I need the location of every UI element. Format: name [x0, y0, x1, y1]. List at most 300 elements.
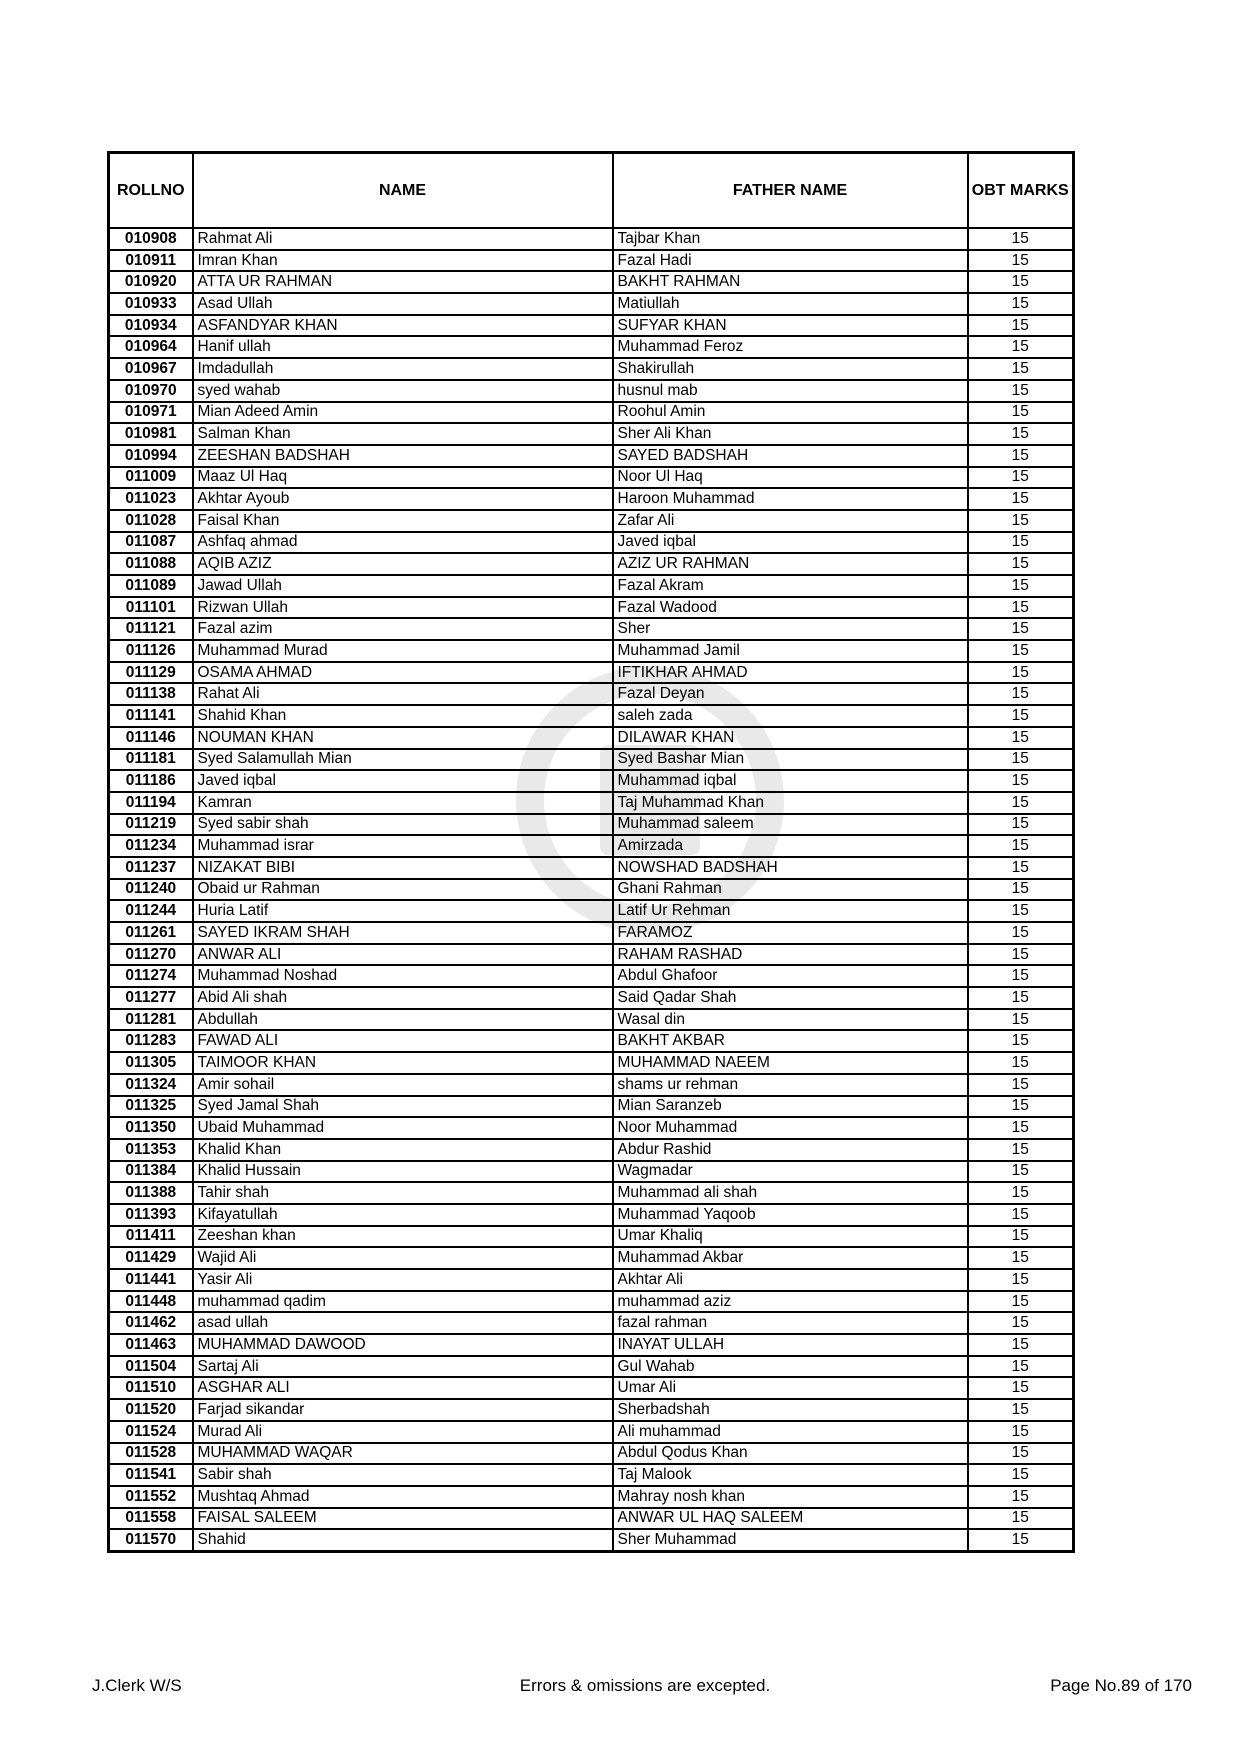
table-row	[109, 402, 1074, 424]
marks-cell: 15	[968, 770, 1074, 792]
father-name-cell: SUFYAR KHAN	[613, 315, 968, 337]
marks-cell: 15	[968, 857, 1074, 879]
marks-cell: 15	[968, 575, 1074, 597]
table-row	[109, 467, 1074, 489]
roll-number-cell: 010920	[109, 271, 193, 293]
father-name-cell: Ghani Rahman	[613, 879, 968, 901]
father-name-cell: BAKHT AKBAR	[613, 1030, 968, 1052]
marks-cell: 15	[968, 1269, 1074, 1291]
marks-cell: 15	[968, 1443, 1074, 1465]
table-row	[109, 1312, 1074, 1334]
name-cell: asad ullah	[193, 1312, 613, 1334]
table-row	[109, 1486, 1074, 1508]
roll-number-cell: 011181	[109, 749, 193, 771]
father-name-cell: Amirzada	[613, 835, 968, 857]
name-cell: Faisal Khan	[193, 510, 613, 532]
name-cell: Asad Ullah	[193, 293, 613, 315]
father-name-cell: INAYAT ULLAH	[613, 1334, 968, 1356]
roll-number-cell: 011570	[109, 1529, 193, 1551]
name-cell: Muhammad Noshad	[193, 965, 613, 987]
table-row	[109, 228, 1074, 250]
father-name-cell: Noor Ul Haq	[613, 467, 968, 489]
name-cell: Khalid Khan	[193, 1139, 613, 1161]
table-row	[109, 1247, 1074, 1269]
name-cell: FAWAD ALI	[193, 1030, 613, 1052]
table-row	[109, 1030, 1074, 1052]
roll-number-cell: 011324	[109, 1074, 193, 1096]
marks-cell: 15	[968, 965, 1074, 987]
name-cell: ZEESHAN BADSHAH	[193, 445, 613, 467]
name-cell: Sartaj Ali	[193, 1356, 613, 1378]
table-row	[109, 575, 1074, 597]
marks-cell: 15	[968, 445, 1074, 467]
marks-cell: 15	[968, 553, 1074, 575]
father-name-cell: Gul Wahab	[613, 1356, 968, 1378]
marks-cell: 15	[968, 532, 1074, 554]
name-cell: Kamran	[193, 792, 613, 814]
table-row	[109, 1399, 1074, 1421]
results-table	[107, 151, 1075, 1553]
table-row	[109, 792, 1074, 814]
roll-number-cell: 011089	[109, 575, 193, 597]
name-cell: Khalid Hussain	[193, 1161, 613, 1183]
marks-cell: 15	[968, 683, 1074, 705]
marks-cell: 15	[968, 987, 1074, 1009]
roll-number-cell: 011411	[109, 1226, 193, 1248]
father-name-cell: Fazal Akram	[613, 575, 968, 597]
footer-clerk: J.Clerk W/S	[92, 1676, 182, 1695]
table-row	[109, 987, 1074, 1009]
marks-cell: 15	[968, 1139, 1074, 1161]
name-cell: Obaid ur Rahman	[193, 879, 613, 901]
marks-cell: 15	[968, 640, 1074, 662]
table-row	[109, 683, 1074, 705]
father-name-cell: Javed iqbal	[613, 532, 968, 554]
roll-number-cell: 011558	[109, 1508, 193, 1530]
roll-number-cell: 010981	[109, 423, 193, 445]
roll-number-cell: 011388	[109, 1182, 193, 1204]
roll-number-cell: 011384	[109, 1161, 193, 1183]
marks-cell: 15	[968, 944, 1074, 966]
table-row	[109, 1443, 1074, 1465]
roll-number-cell: 010908	[109, 228, 193, 250]
father-name-cell: Shakirullah	[613, 358, 968, 380]
name-cell: Shahid Khan	[193, 705, 613, 727]
marks-cell: 15	[968, 1356, 1074, 1378]
marks-cell: 15	[968, 1009, 1074, 1031]
marks-cell: 15	[968, 1074, 1074, 1096]
roll-number-cell: 011141	[109, 705, 193, 727]
name-cell: Mian Adeed Amin	[193, 402, 613, 424]
table-row	[109, 553, 1074, 575]
father-name-cell: ANWAR UL HAQ SALEEM	[613, 1508, 968, 1530]
roll-number-cell: 011261	[109, 922, 193, 944]
marks-cell: 15	[968, 705, 1074, 727]
roll-number-cell: 010933	[109, 293, 193, 315]
name-cell: FAISAL SALEEM	[193, 1508, 613, 1530]
father-name-cell: Wagmadar	[613, 1161, 968, 1183]
father-name-cell: Wasal din	[613, 1009, 968, 1031]
name-cell: Hanif ullah	[193, 336, 613, 358]
marks-cell: 15	[968, 814, 1074, 836]
father-name-cell: Muhammad Feroz	[613, 336, 968, 358]
marks-cell: 15	[968, 250, 1074, 272]
table-row	[109, 944, 1074, 966]
header-obt-marks: OBT MARKS	[968, 153, 1074, 229]
marks-cell: 15	[968, 1312, 1074, 1334]
father-name-cell: Taj Malook	[613, 1464, 968, 1486]
table-row	[109, 293, 1074, 315]
father-name-cell: AZIZ UR RAHMAN	[613, 553, 968, 575]
roll-number-cell: 011023	[109, 488, 193, 510]
father-name-cell: Said Qadar Shah	[613, 987, 968, 1009]
name-cell: syed wahab	[193, 380, 613, 402]
marks-cell: 15	[968, 597, 1074, 619]
table-row	[109, 532, 1074, 554]
roll-number-cell: 011277	[109, 987, 193, 1009]
roll-number-cell: 011240	[109, 879, 193, 901]
father-name-cell: muhammad aziz	[613, 1291, 968, 1313]
table-row	[109, 1334, 1074, 1356]
father-name-cell: Tajbar Khan	[613, 228, 968, 250]
father-name-cell: Mian Saranzeb	[613, 1096, 968, 1118]
marks-cell: 15	[968, 1421, 1074, 1443]
table-row	[109, 640, 1074, 662]
father-name-cell: Akhtar Ali	[613, 1269, 968, 1291]
marks-cell: 15	[968, 879, 1074, 901]
father-name-cell: IFTIKHAR AHMAD	[613, 662, 968, 684]
name-cell: Huria Latif	[193, 900, 613, 922]
table-row	[109, 879, 1074, 901]
marks-cell: 15	[968, 402, 1074, 424]
roll-number-cell: 010967	[109, 358, 193, 380]
table-row	[109, 1269, 1074, 1291]
roll-number-cell: 011504	[109, 1356, 193, 1378]
name-cell: muhammad qadim	[193, 1291, 613, 1313]
roll-number-cell: 011126	[109, 640, 193, 662]
father-name-cell: Muhammad ali shah	[613, 1182, 968, 1204]
father-name-cell: RAHAM RASHAD	[613, 944, 968, 966]
father-name-cell: shams ur rehman	[613, 1074, 968, 1096]
roll-number-cell: 010970	[109, 380, 193, 402]
marks-cell: 15	[968, 1377, 1074, 1399]
roll-number-cell: 011441	[109, 1269, 193, 1291]
table-row	[109, 597, 1074, 619]
name-cell: Rizwan Ullah	[193, 597, 613, 619]
table-row	[109, 705, 1074, 727]
table-row	[109, 358, 1074, 380]
father-name-cell: BAKHT RAHMAN	[613, 271, 968, 293]
father-name-cell: Sher Muhammad	[613, 1529, 968, 1551]
father-name-cell: DILAWAR KHAN	[613, 727, 968, 749]
roll-number-cell: 011088	[109, 553, 193, 575]
table-row	[109, 965, 1074, 987]
roll-number-cell: 011121	[109, 618, 193, 640]
name-cell: Muhammad Murad	[193, 640, 613, 662]
father-name-cell: Muhammad iqbal	[613, 770, 968, 792]
roll-number-cell: 011448	[109, 1291, 193, 1313]
table-row	[109, 423, 1074, 445]
roll-number-cell: 011520	[109, 1399, 193, 1421]
table-row	[109, 488, 1074, 510]
roll-number-cell: 011270	[109, 944, 193, 966]
name-cell: OSAMA AHMAD	[193, 662, 613, 684]
name-cell: Abdullah	[193, 1009, 613, 1031]
name-cell: Imran Khan	[193, 250, 613, 272]
marks-cell: 15	[968, 1508, 1074, 1530]
father-name-cell: Muhammad Jamil	[613, 640, 968, 662]
table-row	[109, 1377, 1074, 1399]
father-name-cell: husnul mab	[613, 380, 968, 402]
marks-cell: 15	[968, 1334, 1074, 1356]
header-rollno: ROLLNO	[109, 153, 193, 229]
name-cell: SAYED IKRAM SHAH	[193, 922, 613, 944]
marks-cell: 15	[968, 358, 1074, 380]
table-row	[109, 1052, 1074, 1074]
roll-number-cell: 011146	[109, 727, 193, 749]
father-name-cell: Abdul Ghafoor	[613, 965, 968, 987]
father-name-cell: Ali muhammad	[613, 1421, 968, 1443]
header-name: NAME	[193, 153, 613, 229]
marks-cell: 15	[968, 467, 1074, 489]
name-cell: Salman Khan	[193, 423, 613, 445]
roll-number-cell: 011009	[109, 467, 193, 489]
name-cell: Wajid Ali	[193, 1247, 613, 1269]
marks-cell: 15	[968, 749, 1074, 771]
marks-cell: 15	[968, 271, 1074, 293]
roll-number-cell: 011244	[109, 900, 193, 922]
name-cell: Imdadullah	[193, 358, 613, 380]
name-cell: ANWAR ALI	[193, 944, 613, 966]
name-cell: Ubaid Muhammad	[193, 1117, 613, 1139]
father-name-cell: saleh zada	[613, 705, 968, 727]
roll-number-cell: 011138	[109, 683, 193, 705]
father-name-cell: FARAMOZ	[613, 922, 968, 944]
table-row	[109, 1291, 1074, 1313]
father-name-cell: fazal rahman	[613, 1312, 968, 1334]
roll-number-cell: 011393	[109, 1204, 193, 1226]
marks-cell: 15	[968, 315, 1074, 337]
father-name-cell: Muhammad Akbar	[613, 1247, 968, 1269]
table-row	[109, 1182, 1074, 1204]
marks-cell: 15	[968, 423, 1074, 445]
table-row	[109, 662, 1074, 684]
roll-number-cell: 011194	[109, 792, 193, 814]
table-row	[109, 814, 1074, 836]
marks-cell: 15	[968, 1399, 1074, 1421]
table-row	[109, 900, 1074, 922]
name-cell: NOUMAN KHAN	[193, 727, 613, 749]
marks-cell: 15	[968, 1161, 1074, 1183]
table-row	[109, 1421, 1074, 1443]
table-row	[109, 250, 1074, 272]
father-name-cell: Zafar Ali	[613, 510, 968, 532]
marks-cell: 15	[968, 1464, 1074, 1486]
marks-cell: 15	[968, 727, 1074, 749]
table-row	[109, 315, 1074, 337]
father-name-cell: Syed Bashar Mian	[613, 749, 968, 771]
roll-number-cell: 011552	[109, 1486, 193, 1508]
name-cell: ASFANDYAR KHAN	[193, 315, 613, 337]
father-name-cell: Abdur Rashid	[613, 1139, 968, 1161]
footer-page-number: Page No.89 of 170	[1050, 1676, 1192, 1695]
name-cell: Rahmat Ali	[193, 228, 613, 250]
name-cell: Shahid	[193, 1529, 613, 1551]
table-row	[109, 1464, 1074, 1486]
father-name-cell: Umar Khaliq	[613, 1226, 968, 1248]
name-cell: Kifayatullah	[193, 1204, 613, 1226]
name-cell: Amir sohail	[193, 1074, 613, 1096]
name-cell: ATTA UR RAHMAN	[193, 271, 613, 293]
name-cell: Rahat Ali	[193, 683, 613, 705]
name-cell: Murad Ali	[193, 1421, 613, 1443]
roll-number-cell: 011541	[109, 1464, 193, 1486]
marks-cell: 15	[968, 1182, 1074, 1204]
roll-number-cell: 011305	[109, 1052, 193, 1074]
roll-number-cell: 010994	[109, 445, 193, 467]
father-name-cell: SAYED BADSHAH	[613, 445, 968, 467]
roll-number-cell: 011528	[109, 1443, 193, 1465]
marks-cell: 15	[968, 1529, 1074, 1551]
name-cell: Sabir shah	[193, 1464, 613, 1486]
marks-cell: 15	[968, 228, 1074, 250]
marks-cell: 15	[968, 922, 1074, 944]
table-row	[109, 857, 1074, 879]
table-row	[109, 1009, 1074, 1031]
roll-number-cell: 010934	[109, 315, 193, 337]
name-cell: Yasir Ali	[193, 1269, 613, 1291]
roll-number-cell: 011186	[109, 770, 193, 792]
roll-number-cell: 011028	[109, 510, 193, 532]
marks-cell: 15	[968, 1291, 1074, 1313]
table-row	[109, 1074, 1074, 1096]
name-cell: ASGHAR ALI	[193, 1377, 613, 1399]
name-cell: Syed Salamullah Mian	[193, 749, 613, 771]
roll-number-cell: 010964	[109, 336, 193, 358]
marks-cell: 15	[968, 618, 1074, 640]
name-cell: AQIB AZIZ	[193, 553, 613, 575]
roll-number-cell: 011353	[109, 1139, 193, 1161]
table-row	[109, 1096, 1074, 1118]
roll-number-cell: 010911	[109, 250, 193, 272]
footer-disclaimer: Errors & omissions are excepted.	[519, 1676, 771, 1695]
father-name-cell: Matiullah	[613, 293, 968, 315]
father-name-cell: Fazal Deyan	[613, 683, 968, 705]
marks-cell: 15	[968, 1226, 1074, 1248]
name-cell: Zeeshan khan	[193, 1226, 613, 1248]
roll-number-cell: 011350	[109, 1117, 193, 1139]
roll-number-cell: 011281	[109, 1009, 193, 1031]
table-row	[109, 727, 1074, 749]
name-cell: Ashfaq ahmad	[193, 532, 613, 554]
name-cell: Javed iqbal	[193, 770, 613, 792]
table-row	[109, 1161, 1074, 1183]
table-row	[109, 1508, 1074, 1530]
name-cell: Abid Ali shah	[193, 987, 613, 1009]
marks-cell: 15	[968, 900, 1074, 922]
marks-cell: 15	[968, 662, 1074, 684]
roll-number-cell: 011234	[109, 835, 193, 857]
father-name-cell: NOWSHAD BADSHAH	[613, 857, 968, 879]
name-cell: TAIMOOR KHAN	[193, 1052, 613, 1074]
table-row	[109, 445, 1074, 467]
roll-number-cell: 011429	[109, 1247, 193, 1269]
name-cell: Mushtaq Ahmad	[193, 1486, 613, 1508]
father-name-cell: Sher Ali Khan	[613, 423, 968, 445]
marks-cell: 15	[968, 1247, 1074, 1269]
roll-number-cell: 011524	[109, 1421, 193, 1443]
marks-cell: 15	[968, 380, 1074, 402]
table-row	[109, 510, 1074, 532]
father-name-cell: Muhammad saleem	[613, 814, 968, 836]
table-row	[109, 922, 1074, 944]
name-cell: Maaz Ul Haq	[193, 467, 613, 489]
father-name-cell: Mahray nosh khan	[613, 1486, 968, 1508]
roll-number-cell: 011274	[109, 965, 193, 987]
name-cell: Muhammad israr	[193, 835, 613, 857]
father-name-cell: Noor Muhammad	[613, 1117, 968, 1139]
father-name-cell: Fazal Wadood	[613, 597, 968, 619]
roll-number-cell: 011237	[109, 857, 193, 879]
roll-number-cell: 010971	[109, 402, 193, 424]
table-header-row	[109, 153, 1074, 229]
name-cell: Tahir shah	[193, 1182, 613, 1204]
marks-cell: 15	[968, 488, 1074, 510]
marks-cell: 15	[968, 336, 1074, 358]
marks-cell: 15	[968, 1096, 1074, 1118]
table-row	[109, 1204, 1074, 1226]
table-row	[109, 618, 1074, 640]
table-row	[109, 1226, 1074, 1248]
roll-number-cell: 011283	[109, 1030, 193, 1052]
marks-cell: 15	[968, 1030, 1074, 1052]
marks-cell: 15	[968, 1486, 1074, 1508]
father-name-cell: MUHAMMAD NAEEM	[613, 1052, 968, 1074]
father-name-cell: Haroon Muhammad	[613, 488, 968, 510]
roll-number-cell: 011129	[109, 662, 193, 684]
table-row	[109, 1117, 1074, 1139]
father-name-cell: Abdul Qodus Khan	[613, 1443, 968, 1465]
name-cell: Jawad Ullah	[193, 575, 613, 597]
roll-number-cell: 011101	[109, 597, 193, 619]
marks-cell: 15	[968, 835, 1074, 857]
table-row	[109, 271, 1074, 293]
name-cell: Syed sabir shah	[193, 814, 613, 836]
header-father-name: FATHER NAME	[613, 153, 968, 229]
marks-cell: 15	[968, 293, 1074, 315]
name-cell: Akhtar Ayoub	[193, 488, 613, 510]
father-name-cell: Umar Ali	[613, 1377, 968, 1399]
table-row	[109, 1139, 1074, 1161]
father-name-cell: Muhammad Yaqoob	[613, 1204, 968, 1226]
roll-number-cell: 011462	[109, 1312, 193, 1334]
name-cell: NIZAKAT BIBI	[193, 857, 613, 879]
table-row	[109, 770, 1074, 792]
name-cell: Syed Jamal Shah	[193, 1096, 613, 1118]
father-name-cell: Sherbadshah	[613, 1399, 968, 1421]
marks-cell: 15	[968, 1204, 1074, 1226]
marks-cell: 15	[968, 510, 1074, 532]
table-row	[109, 835, 1074, 857]
name-cell: MUHAMMAD WAQAR	[193, 1443, 613, 1465]
father-name-cell: Roohul Amin	[613, 402, 968, 424]
father-name-cell: Taj Muhammad Khan	[613, 792, 968, 814]
marks-cell: 15	[968, 792, 1074, 814]
father-name-cell: Sher	[613, 618, 968, 640]
roll-number-cell: 011325	[109, 1096, 193, 1118]
roll-number-cell: 011087	[109, 532, 193, 554]
father-name-cell: Fazal Hadi	[613, 250, 968, 272]
